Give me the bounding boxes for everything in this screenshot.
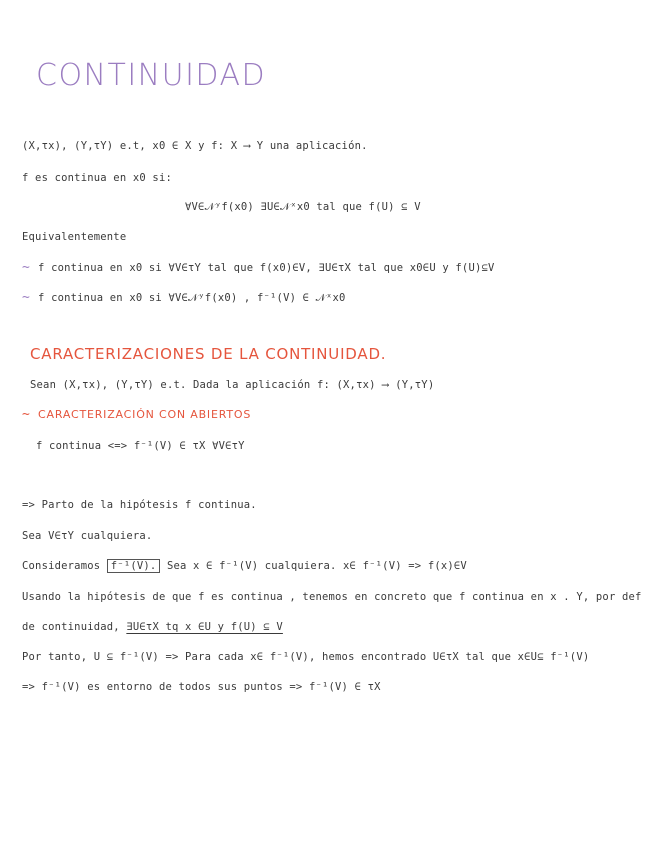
proof-line-6: Por tanto, U ⊆ f⁻¹(V) => Para cada x∈ f⁻¹(V), hemos encontrado U∈τX tal que x∈U⊆ f⁻¹(V) — [22, 651, 590, 663]
subsection-title: CARACTERIZACIÓN CON ABIERTOS — [38, 408, 252, 421]
tilde-bullet: ~ — [22, 407, 31, 422]
section-intro: Sean (X,τx), (Y,τY) e.t. Dada la aplicación f: (X,τx) ⟶ (Y,τY) — [30, 379, 435, 391]
proof-line-4: Usando la hipótesis de que f es continua , tenemos en concreto que f continua en x . Y, por def — [22, 591, 642, 603]
proof-line-7: => f⁻¹(V) es entorno de todos sus puntos => f⁻¹(V) ∈ τX — [22, 681, 381, 693]
proof-line-1: => Parto de la hipótesis f continua. — [22, 499, 257, 511]
proof-line-2: Sea V∈τY cualquiera. — [22, 530, 153, 542]
definition-line-1: (X,τx), (Y,τY) e.t, x0 ∈ X y f: X ⟶ Y una aplicación. — [22, 140, 368, 152]
subsection-heading — [22, 407, 251, 422]
equivalently-label: Equivalentemente — [22, 231, 127, 243]
equivalence-line-1 — [22, 260, 495, 275]
theorem-statement: f continua <=> f⁻¹(V) ∈ τX ∀V∈τY — [36, 440, 245, 452]
proof-line-3 — [22, 560, 467, 572]
equivalence-text-2: f continua en x0 si ∀V∈𝒩ʸf(x0) , f⁻¹(V) ∈ 𝒩ˣx0 — [38, 292, 346, 304]
page-title: CONTINUIDAD — [36, 58, 267, 93]
section-title: CARACTERIZACIONES DE LA CONTINUIDAD. — [30, 345, 387, 363]
proof-line-3-end: Sea x ∈ f⁻¹(V) cualquiera. x∈ f⁻¹(V) => f(x)∈V — [160, 560, 467, 572]
tilde-bullet: ~ — [22, 290, 31, 305]
proof-line-3-start: Consideramos — [22, 560, 107, 572]
equivalence-line-2 — [22, 290, 346, 305]
proof-line-5-start: de continuidad, — [22, 621, 127, 633]
boxed-preimage: f⁻¹(V). — [107, 559, 161, 573]
definition-formula: ∀V∈𝒩ʸf(x0) ∃U∈𝒩ˣx0 tal que f(U) ⊆ V — [185, 201, 421, 213]
definition-line-2: f es continua en x0 si: — [22, 172, 172, 184]
underlined-condition: ∃U∈τX tq x ∈U y f(U) ⊆ V — [126, 621, 283, 633]
tilde-bullet: ~ — [22, 260, 31, 275]
proof-line-5 — [22, 621, 283, 633]
equivalence-text-1: f continua en x0 si ∀V∈τY tal que f(x0)∈V, ∃U∈τX tal que x0∈U y f(U)⊆V — [38, 262, 495, 274]
